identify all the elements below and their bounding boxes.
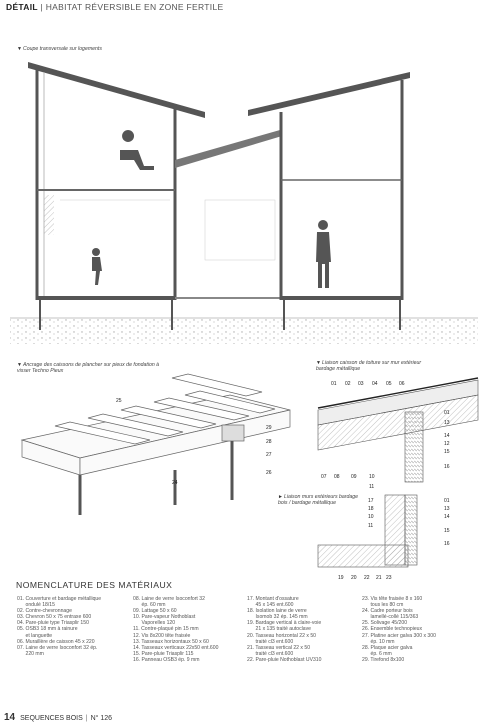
magazine-name: SEQUENCES BOIS xyxy=(20,715,83,722)
roof-callout: 01 xyxy=(444,410,450,416)
header-prefix: DÉTAIL xyxy=(6,2,38,12)
roof-callout: 15 xyxy=(444,449,450,455)
nomenclature-item: 06. Muraillère de caisson 45 x 220 xyxy=(17,638,95,645)
nomenclature-item: 05. OSB3 18 mm à rainure xyxy=(17,626,78,633)
wall-callout: 10 xyxy=(368,514,374,520)
caption-roof-wall: ▼Liaison caisson de toiture sur mur extérieur bardage métallique xyxy=(316,360,422,372)
roof-callout: 16 xyxy=(444,464,450,470)
issue-number: N° 126 xyxy=(90,715,113,722)
nomenclature-item: 220 mm xyxy=(17,650,44,657)
nomenclature-item: 26. Ensemble technopieux xyxy=(362,626,423,633)
nomenclature-item: ép. 6 mm xyxy=(362,650,392,657)
header-title: HABITAT RÉVERSIBLE EN ZONE FERTILE xyxy=(45,2,224,12)
nomenclature-item: et languette xyxy=(17,632,53,639)
wall-callout: 14 xyxy=(444,514,450,520)
nomenclature-item: 24. Cadre porteur bois xyxy=(362,608,413,615)
callout-27: 27 xyxy=(266,452,272,458)
nomenclature-item: 04. Pare-pluie type Triasplir 150 xyxy=(17,620,89,627)
nomenclature-item: 01. Couverture et bardage métallique xyxy=(17,596,102,602)
roof-callout: 11 xyxy=(369,484,375,490)
nomenclature-item: 08. Laine de verre Isoconfort 32 xyxy=(133,596,205,602)
nomenclature-item: ép. 60 mm xyxy=(133,602,166,609)
roof-callout: 13 xyxy=(444,420,450,426)
nomenclature-item: 18. Isolation laine de verre xyxy=(247,608,307,615)
callout-24: 24 xyxy=(172,480,178,486)
nomenclature-item: 12. Vis 8x200 tête fraisée xyxy=(133,632,191,639)
nomenclature-item: lamellé-collé 115/363 xyxy=(362,614,419,621)
roof-callout: 05 xyxy=(386,381,392,387)
roof-callout: 01 xyxy=(331,381,337,387)
roof-callout: 12 xyxy=(444,441,450,447)
nomenclature-item: traité cl3 ent.600 xyxy=(247,638,294,645)
nomenclature-item: 27. Platine acier galva 300 x 300 xyxy=(362,632,436,639)
roof-callout: 03 xyxy=(358,381,364,387)
roof-callout: 09 xyxy=(351,474,357,480)
nomenclature-item: 17. Montant d'ossature xyxy=(247,596,299,602)
wall-callout: 21 xyxy=(376,575,382,581)
callout-25: 25 xyxy=(116,398,122,404)
nomenclature-column-3 xyxy=(247,596,321,663)
nomenclature-column-4 xyxy=(362,596,436,663)
nomenclature-item: ondulé 18/15 xyxy=(17,602,55,609)
wall-callout: 19 xyxy=(338,575,344,581)
roof-callout: 06 xyxy=(399,381,405,387)
nomenclature-title: NOMENCLATURE DES MATÉRIAUX xyxy=(16,580,173,590)
wall-callout: 22 xyxy=(364,575,370,581)
roof-callout: 02 xyxy=(345,381,351,387)
nomenclature-item: Vaporelles 120 xyxy=(133,620,176,627)
callout-28: 28 xyxy=(266,439,272,445)
callout-26: 26 xyxy=(266,470,272,476)
nomenclature-column-2 xyxy=(133,596,218,663)
nomenclature-item: 02. Contre-chevronnage xyxy=(17,608,72,615)
wall-callout: 11 xyxy=(368,523,374,529)
wall-callout: 17 xyxy=(368,498,374,504)
caption-low-wall-text: Liaison murs extérieurs bardage bois / bardage métallique xyxy=(278,494,359,506)
caption-section-text: Coupe transversale sur logements xyxy=(22,46,102,52)
roof-callout: 14 xyxy=(444,433,450,439)
nomenclature-item: 28. Plaque acier galva xyxy=(362,644,413,651)
nomenclature-item: traité cl3 ent.600 xyxy=(247,650,294,657)
nomenclature-item: 21. Tasseau vertical 22 x 50 xyxy=(247,644,311,651)
header-separator: | xyxy=(37,2,46,12)
nomenclature-column-1 xyxy=(17,596,101,657)
wall-callout: 15 xyxy=(444,528,450,534)
nomenclature-item: 07. Laine de verre Isoconfort 32 ép. xyxy=(17,644,98,651)
wall-callout: 18 xyxy=(368,506,374,512)
nomenclature-item: tous les 80 cm xyxy=(362,602,404,609)
caption-low-wall: ►Liaison murs extérieurs bardage bois / bardage métallique xyxy=(278,494,359,506)
roof-callout: 08 xyxy=(334,474,340,480)
nomenclature-item: 23. Vis tête fraisée 8 x 160 xyxy=(362,596,423,602)
nomenclature-item: ép. 10 mm xyxy=(362,638,395,645)
page-footer: 14 SEQUENCES BOIS | N° 126 xyxy=(4,712,113,723)
nomenclature-item: 13. Tasseaux horizontaux 50 x 60 xyxy=(133,638,209,645)
nomenclature-item: 45 x 145 ent.600 xyxy=(247,602,294,609)
nomenclature-item: 16. Panneau OSB3 ép. 9 mm xyxy=(133,656,200,663)
section-drawing xyxy=(10,62,478,344)
caption-section: ▼Coupe transversale sur logements xyxy=(17,46,102,52)
wall-callout: 16 xyxy=(444,541,450,547)
wall-callout: 13 xyxy=(444,506,450,512)
caption-foundation: ▼Ancrage des caissons de plancher sur pieux de fondation à visser Techno Pieux xyxy=(17,362,160,374)
page-number: 14 xyxy=(4,712,16,723)
nomenclature-item: 14. Tasseaux verticaux 22x50 ent.600 xyxy=(133,644,219,651)
callout-29: 29 xyxy=(266,425,272,431)
caption-foundation-text: Ancrage des caissons de plancher sur pieux de fondation à visser Techno Pieux xyxy=(17,362,160,374)
roof-callout: 07 xyxy=(321,474,327,480)
wall-callout: 01 xyxy=(444,498,450,504)
nomenclature-item: 11. Contre-plaqué pin 15 mm xyxy=(133,626,199,633)
nomenclature-item: 21 x 135 traité autoclave xyxy=(247,626,311,633)
foundation-iso-drawing xyxy=(22,374,290,515)
nomenclature-item: 20. Tasseau horizontal 22 x 50 xyxy=(247,632,317,639)
nomenclature-item: 15. Pare-pluie Triasplir 115 xyxy=(133,650,194,657)
roof-callout: 10 xyxy=(369,474,375,480)
roof-wall-detail xyxy=(318,378,478,482)
nomenclature-item: Isomob 32 ép. 145 mm xyxy=(247,614,308,621)
wall-callout: 23 xyxy=(386,575,392,581)
nomenclature-item: 25. Solivage 45/200 xyxy=(362,620,408,627)
nomenclature-item: 19. Bardage vertical à claire-voie xyxy=(247,620,322,627)
roof-callout: 04 xyxy=(372,381,378,387)
nomenclature-item: 03. Chevron 50 x 75 entraxe 600 xyxy=(17,614,92,621)
wall-callout: 20 xyxy=(351,575,357,581)
nomenclature-item: 10. Pare-vapeur Nothoblast xyxy=(133,614,196,621)
caption-roof-wall-text: Liaison caisson de toiture sur mur extérieur bardage métallique xyxy=(316,360,422,372)
nomenclature-item: 09. Lattage 50 x 60 xyxy=(133,608,177,615)
nomenclature-item: 29. Tirefond 8x100 xyxy=(362,656,405,663)
nomenclature-item: 22. Pare-pluie Nothoblast UV310 xyxy=(247,656,322,663)
